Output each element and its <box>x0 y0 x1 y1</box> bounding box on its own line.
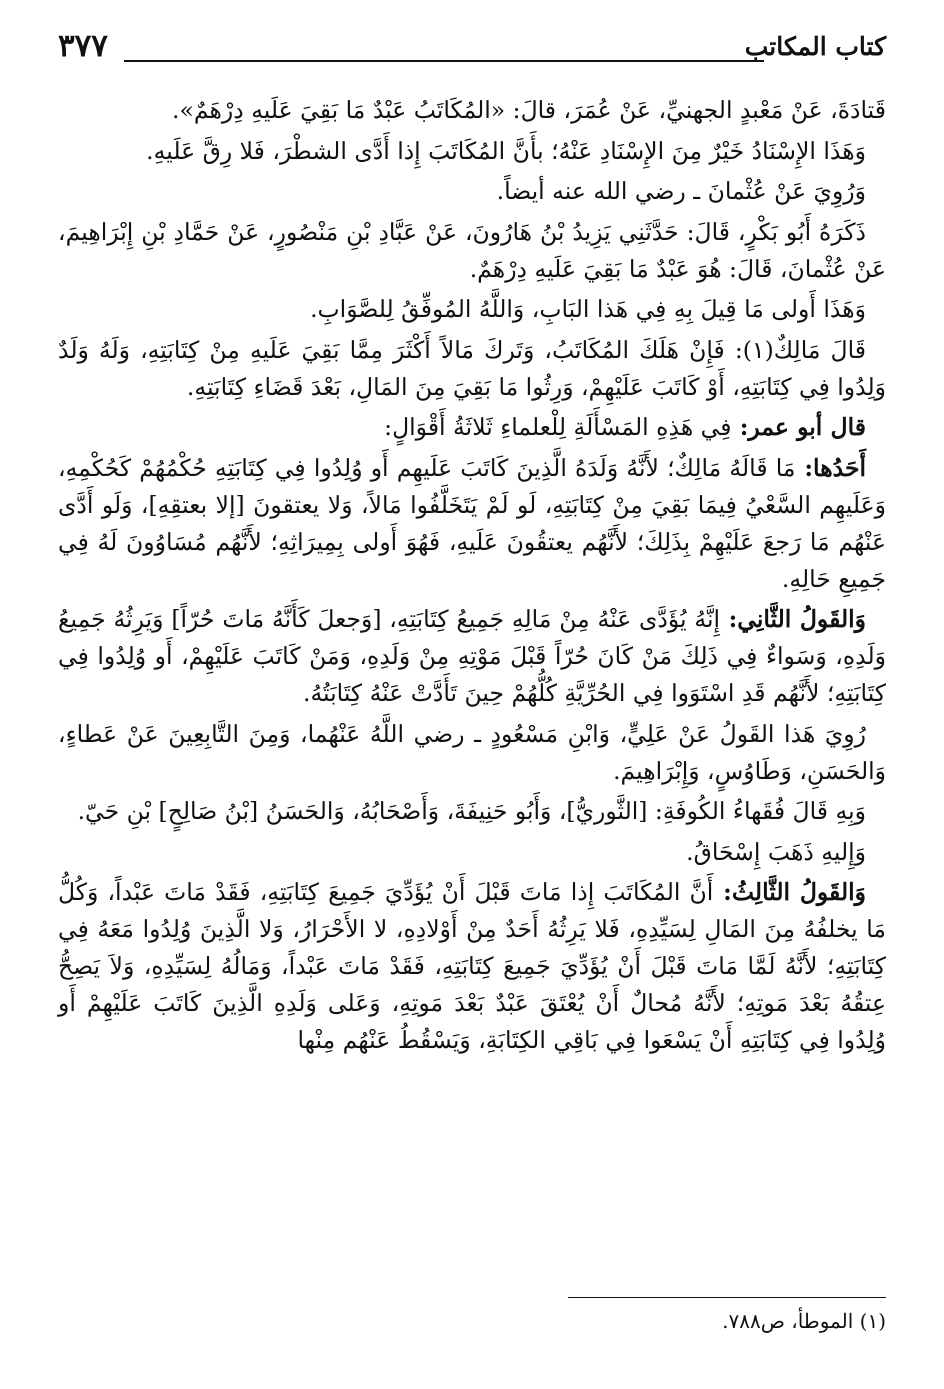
paragraph <box>58 874 886 1059</box>
paragraph <box>58 793 886 830</box>
footnote <box>58 1306 886 1336</box>
footnote-text: (١) الموطأ، ص٧٨٨. <box>722 1309 886 1333</box>
paragraph-lead: وَالقَولُ الثَّانِي: <box>720 605 866 633</box>
paragraph-lead: قال أبو عمر: <box>731 413 866 441</box>
paragraph <box>58 133 886 170</box>
page-header <box>58 28 886 72</box>
paragraph-lead: أَحَدُها: <box>795 453 866 482</box>
paragraph-text: مَا قَالَهُ مَالِكٌ؛ لأَنَّهُ وَلَدَهُ الَّذِينَ كَاتَبَ عَلَيهِم أَو وُلِدُوا فِي كِتَابَتِهِ حُكْمُهُمْ كَحُكْمِهِ، وَعَلَيهِم السَّعْيُ فِيمَا بَقِيَ مِنْ كِتَابَتِهِ، لَو لَمْ يَتَخَلَّفُوا مَالاً، وَلا يعتقونَ [إلا بعتقِهِ]، وَلَو أَدَّى عَنْهُم مَا رَجعَ عَلَيْهِمْ بِذَلِكَ؛ لأَنَّهُم يعتقُونَ عَلَيهِ، فَهُوَ أَولى بِمِيرَاثِهِ؛ لأَنَّهُم مُسَاوُونَ لَهُ فِي جَمِيعِ حَالِهِ. <box>58 453 886 593</box>
paragraph-text: أَنَّ المُكَاتَبَ إِذا مَاتَ قَبْلَ أَنْ يُؤَدِّيَ جَمِيعَ كِتَابَتِهِ، فَقَدْ مَاتَ عَبْداً، وَكُلُّ مَا يخلفُهُ مِنَ المَالِ لِسَيِّدِهِ، فَلا يَرِثُهُ أَحَدٌ مِنْ أَوْلادِهِ، لا الأَحْرَارُ، وَلا الَّذِينَ وُلِدُوا مَعَهُ فِي كِتَابَتِهِ؛ لأَنَّهُ لَمَّا مَاتَ قَبْلَ أَنْ يُؤَدِّيَ جَمِيعَ كِتَابَتِهِ، فَقَدْ مَاتَ عَبْداً، وَمَالُهُ لِسَيِّدِهِ، وَلاَ يَصِحُّ عِتقُهُ بَعْدَ مَوتِهِ؛ لأَنَّهُ مُحالٌ أَنْ يُعْتَقَ عَبْدٌ بَعْدَ مَوتِهِ، وَعَلى وَلَدِهِ الَّذِينَ كَاتَبَ عَلَيْهِمْ أَو وُلِدُوا فِي كِتَابَتِهِ أَنْ يَسْعَوا فِي بَاقِي الكِتَابَةِ، وَيَسْقُطُ عَنْهُم مِنْها <box>58 878 886 1054</box>
header-rule <box>124 60 764 62</box>
paragraph-text: رُوِيَ هَذا القَولُ عَنْ عَلِيٍّ، وَابْنِ مَسْعُودٍ ـ رضي اللَّهُ عَنْهُما، وَمِنَ التَّابِعِينَ عَنْ عَطاءٍ، وَالحَسَنِ، وَطَاوُسٍ، وَإِبْرَاهِيمَ. <box>58 719 886 785</box>
paragraph-text: وَهَذَا أَولى مَا قِيلَ بِهِ فِي هَذا البَابِ، وَاللَّهُ المُوفِّقُ لِلصَّوَابِ. <box>310 295 866 323</box>
paragraph <box>58 214 886 288</box>
paragraph-text: وَإِليهِ ذَهَبَ إِسْحَاقُ. <box>686 837 866 866</box>
paragraph <box>58 834 886 871</box>
paragraph <box>58 173 886 210</box>
paragraph-text: وَبِهِ قَالَ فُقَهاءُ الكُوفَةِ: [الثَّوريُّ]، وَأَبُو حَنِيفَةَ، وَأَصْحَابُهُ، وَالحَسَنُ [بْنُ صَالِحٍ] بْنِ حَيّ. <box>77 797 866 825</box>
running-title: كتاب المكاتب <box>744 32 886 61</box>
paragraph-text: وَهَذَا الإِسْنَادُ خَيْرٌ مِنَ الإِسْنَادِ عَنْهُ؛ بأَنَّ المُكَاتَبَ إِذا أَدَّى الشطْرَ، فَلا رِقَّ عَلَيهِ. <box>146 136 866 165</box>
main-text <box>58 92 886 1063</box>
paragraph <box>58 92 886 129</box>
footnote-rule <box>568 1297 886 1298</box>
paragraph <box>58 332 886 406</box>
paragraph <box>58 409 886 446</box>
paragraph-lead: وَالقَولُ الثَّالِثُ: <box>713 878 866 906</box>
paragraph-text: قَتادَةَ، عَنْ مَعْبدٍ الجهنيِّ، عَنْ عُمَرَ، قالَ: «المُكَاتَبُ عَبْدٌ مَا بَقِيَ عَلَيهِ دِرْهَمٌ». <box>172 96 886 124</box>
paragraph-text: إِنَّهُ يُؤَدَّى عَنْهُ مِنْ مَالِهِ جَمِيعُ كِتَابَتِهِ، [وَجعلَ كَأَنَّهُ مَاتَ حُرّاً] وَيَرِثُهُ جَمِيعُ وَلَدِهِ، وَسَواءٌ فِي ذَلِكَ مَنْ كَانَ حُرّاً قَبْلَ مَوْتِهِ مِنْ وَلَدِهِ، وَمَنْ كَاتَبَ عَلَيْهِمْ، أَو وُلِدُوا فِي كِتَابَتِهِ؛ لأَنَّهُم قَدِ اسْتَوَوا فِي الحُرِّيَّةِ كُلُّهُمْ حِينَ تَأَدَّتْ عَنْهُ كِتَابَتُهُ. <box>58 605 886 707</box>
paragraph <box>58 716 886 790</box>
paragraph-text: ذَكَرَهُ أَبُو بَكْرٍ، قَالَ: حَدَّثَنِي يَزِيدُ بْنُ هَارُونَ، عَنْ عَبَّادِ بْنِ مَنْصُورٍ، عَنْ حَمَّادِ بْنِ إِبْرَاهِيمَ، عَنْ عُثْمانَ، قَالَ: هُوَ عَبْدٌ مَا بَقِيَ عَلَيهِ دِرْهَمٌ. <box>58 217 886 283</box>
paragraph-text: وَرُوِيَ عَنْ عُثْمانَ ـ رضي الله عنه أيضاً. <box>496 177 866 205</box>
paragraph <box>58 601 886 712</box>
page-number: ٣٧٧ <box>58 28 108 64</box>
paragraph-text: قَالَ مَالِكٌ(١): فَإِنْ هَلَكَ المُكَاتَبُ، وَتَركَ مَالاً أَكْثَرَ مِمَّا بَقِيَ عَلَيهِ مِنْ كِتَابَتِهِ، وَلَهُ وَلَدٌ وَلِدُوا فِي كِتَابَتِهِ، أَوْ كَاتَبَ عَلَيْهِمْ، وَرِثُوا مَا بَقِيَ مِنَ المَالِ، بَعْدَ قَضَاءِ كِتَابَتِهِ. <box>58 335 886 401</box>
paragraph <box>58 450 886 598</box>
paragraph-text: فِي هَذِهِ المَسْأَلَةِ لِلْعلماءِ ثَلاثَةُ أَقْوَالٍ: <box>384 413 732 441</box>
paragraph <box>58 291 886 328</box>
